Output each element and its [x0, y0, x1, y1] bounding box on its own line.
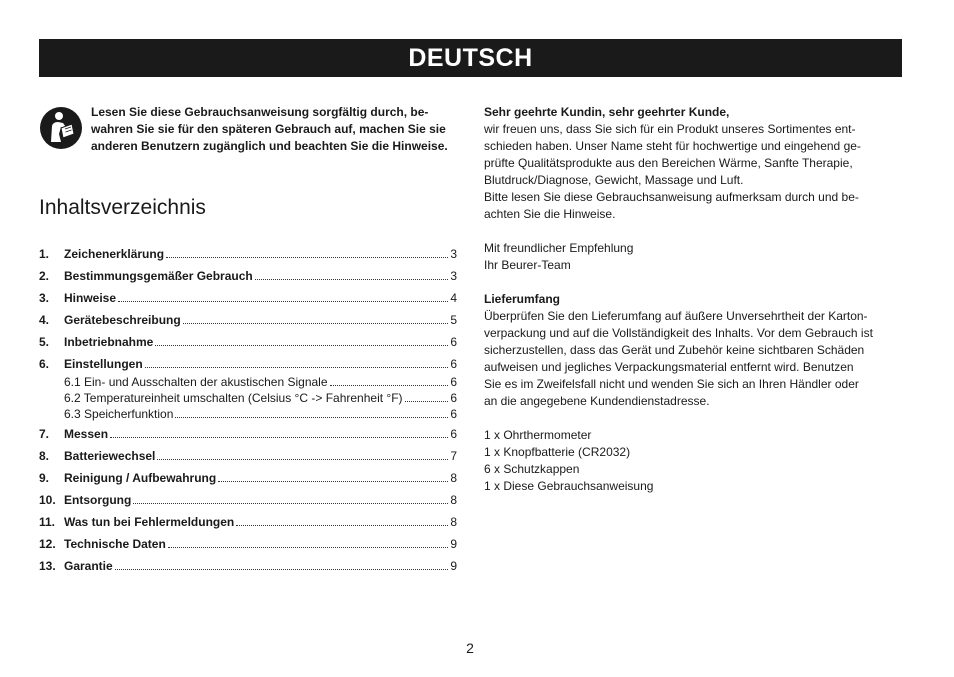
toc-entry-title: Zeichenerklärung — [64, 247, 165, 261]
toc-entry-title: Inbetriebnahme — [64, 335, 154, 349]
manual-notice — [39, 104, 459, 155]
language-banner — [39, 39, 902, 77]
delivery-line: aufweisen und jegliches Verpackungsmaterial entfernt wird. Benutzen — [484, 360, 854, 374]
delivery-line: Überprüfen Sie den Lieferumfang auf äußere Unversehrtheit der Karton- — [484, 309, 868, 323]
toc-entry-page: 6 — [450, 375, 457, 389]
toc-entry-title: 6.1 Ein- und Ausschalten der akustischen Signale — [64, 375, 328, 389]
toc-entry-page: 8 — [450, 493, 457, 507]
toc-entry-page: 5 — [450, 313, 457, 327]
toc-heading: Inhaltsverzeichnis — [39, 196, 206, 219]
table-of-contents — [39, 246, 457, 574]
delivery-line: verpackung und auf die Vollständigkeit des Inhalts. Vor dem Gebrauch ist — [484, 326, 873, 340]
read-manual-icon — [39, 106, 83, 150]
toc-entry-page: 3 — [450, 247, 457, 261]
closing-line: Mit freundlicher Empfehlung — [484, 241, 634, 255]
toc-entry-page: 6 — [450, 357, 457, 371]
salutation: Sehr geehrte Kundin, sehr geehrter Kunde, — [484, 105, 730, 119]
delivery-item: 1 x Knopfbatterie (CR2032) — [484, 445, 631, 459]
toc-entry-title: Einstellungen — [64, 357, 143, 371]
toc-entry[interactable]: 2. Bestimmungsgemäßer Gebrauch 3 — [39, 269, 457, 283]
toc-entry[interactable]: 6. Einstellungen 6 — [39, 357, 457, 371]
toc-entry[interactable]: 10. Entsorgung 8 — [39, 493, 457, 507]
delivery-item: 1 x Diese Gebrauchsanweisung — [484, 479, 654, 493]
toc-entry-page: 8 — [450, 515, 457, 529]
notice-line: Lesen Sie diese Gebrauchsanweisung sorgfältig durch, be- — [91, 105, 429, 119]
toc-entry-title: Batteriewechsel — [64, 449, 156, 463]
toc-entry-title: 6.2 Temperatureinheit umschalten (Celsius °C -> Fahrenheit °F) — [64, 391, 403, 405]
intro-line: schieden haben. Unser Name steht für hochwertige und eingehend ge- — [484, 139, 861, 153]
delivery-line: an die angegebene Kundendienstadresse. — [484, 394, 710, 408]
delivery-heading: Lieferumfang — [484, 292, 561, 306]
toc-entry-page: 3 — [450, 269, 457, 283]
intro-line: achten Sie die Hinweise. — [484, 207, 616, 221]
toc-entry-page: 4 — [450, 291, 457, 305]
toc-entry[interactable]: 3. Hinweise 4 — [39, 291, 457, 305]
notice-line: wahren Sie sie für den späteren Gebrauch auf, machen Sie sie — [91, 122, 446, 136]
toc-entry-page: 6 — [450, 391, 457, 405]
toc-entry[interactable]: 4. Gerätebeschreibung 5 — [39, 313, 457, 327]
toc-entry-title: Bestimmungsgemäßer Gebrauch — [64, 269, 253, 283]
delivery-item: 1 x Ohrthermometer — [484, 428, 592, 442]
toc-entry-page: 6 — [450, 427, 457, 441]
toc-entry[interactable]: 13. Garantie 9 — [39, 559, 457, 573]
toc-entry[interactable]: 8. Batteriewechsel 7 — [39, 449, 457, 463]
toc-entry-page: 9 — [450, 537, 457, 551]
page-number: 2 — [466, 640, 474, 656]
intro-line: prüfte Qualitätsprodukte aus den Bereichen Wärme, Sanfte Therapie, — [484, 156, 853, 170]
toc-entry-title: Gerätebeschreibung — [64, 313, 181, 327]
delivery-line: Sie es im Zweifelsfall nicht und wenden Sie sich an Ihren Händler oder — [484, 377, 859, 391]
toc-entry-title: Was tun bei Fehlermeldungen — [64, 515, 235, 529]
toc-entry-title: Technische Daten — [64, 537, 166, 551]
toc-entry-title: 6.3 Speicherfunktion — [64, 407, 174, 421]
toc-entry-page: 6 — [450, 407, 457, 421]
toc-entry-title: Garantie — [64, 559, 113, 573]
language-title: DEUTSCH — [408, 43, 533, 72]
toc-entry[interactable]: 12. Technische Daten 9 — [39, 537, 457, 551]
toc-entry-page: 7 — [450, 449, 457, 463]
intro-line: Blutdruck/Diagnose, Gewicht, Massage und Luft. — [484, 173, 744, 187]
notice-line: anderen Benutzern zugänglich und beachten Sie die Hinweise. — [91, 139, 448, 153]
toc-entry-title: Messen — [64, 427, 109, 441]
toc-entry[interactable]: 11. Was tun bei Fehlermeldungen 8 — [39, 515, 457, 529]
toc-subentry[interactable] — [39, 390, 457, 406]
toc-entry-title: Hinweise — [64, 291, 117, 305]
toc-entry[interactable]: 5. Inbetriebnahme 6 — [39, 335, 457, 349]
closing-line: Ihr Beurer-Team — [484, 258, 571, 272]
toc-entry-page: 6 — [450, 335, 457, 349]
toc-entry[interactable]: 1. Zeichenerklärung 3 — [39, 247, 457, 261]
toc-entry-page: 8 — [450, 471, 457, 485]
toc-entry[interactable]: 7. Messen 6 — [39, 427, 457, 441]
notice-text — [91, 104, 459, 155]
toc-subentry[interactable] — [39, 406, 457, 422]
intro-line: wir freuen uns, dass Sie sich für ein Produkt unseres Sortimentes ent- — [484, 122, 856, 136]
toc-entry[interactable]: 9. Reinigung / Aufbewahrung 8 — [39, 471, 457, 485]
toc-entry-page: 9 — [450, 559, 457, 573]
intro-column — [484, 104, 902, 495]
intro-line: Bitte lesen Sie diese Gebrauchsanweisung aufmerksam durch und be- — [484, 190, 859, 204]
toc-entry-title: Reinigung / Aufbewahrung — [64, 471, 217, 485]
toc-entry-title: Entsorgung — [64, 493, 132, 507]
delivery-line: sicherzustellen, dass das Gerät und Zubehör keine sichtbaren Schäden — [484, 343, 865, 357]
toc-subentry[interactable] — [39, 374, 457, 390]
delivery-item: 6 x Schutzkappen — [484, 462, 580, 476]
